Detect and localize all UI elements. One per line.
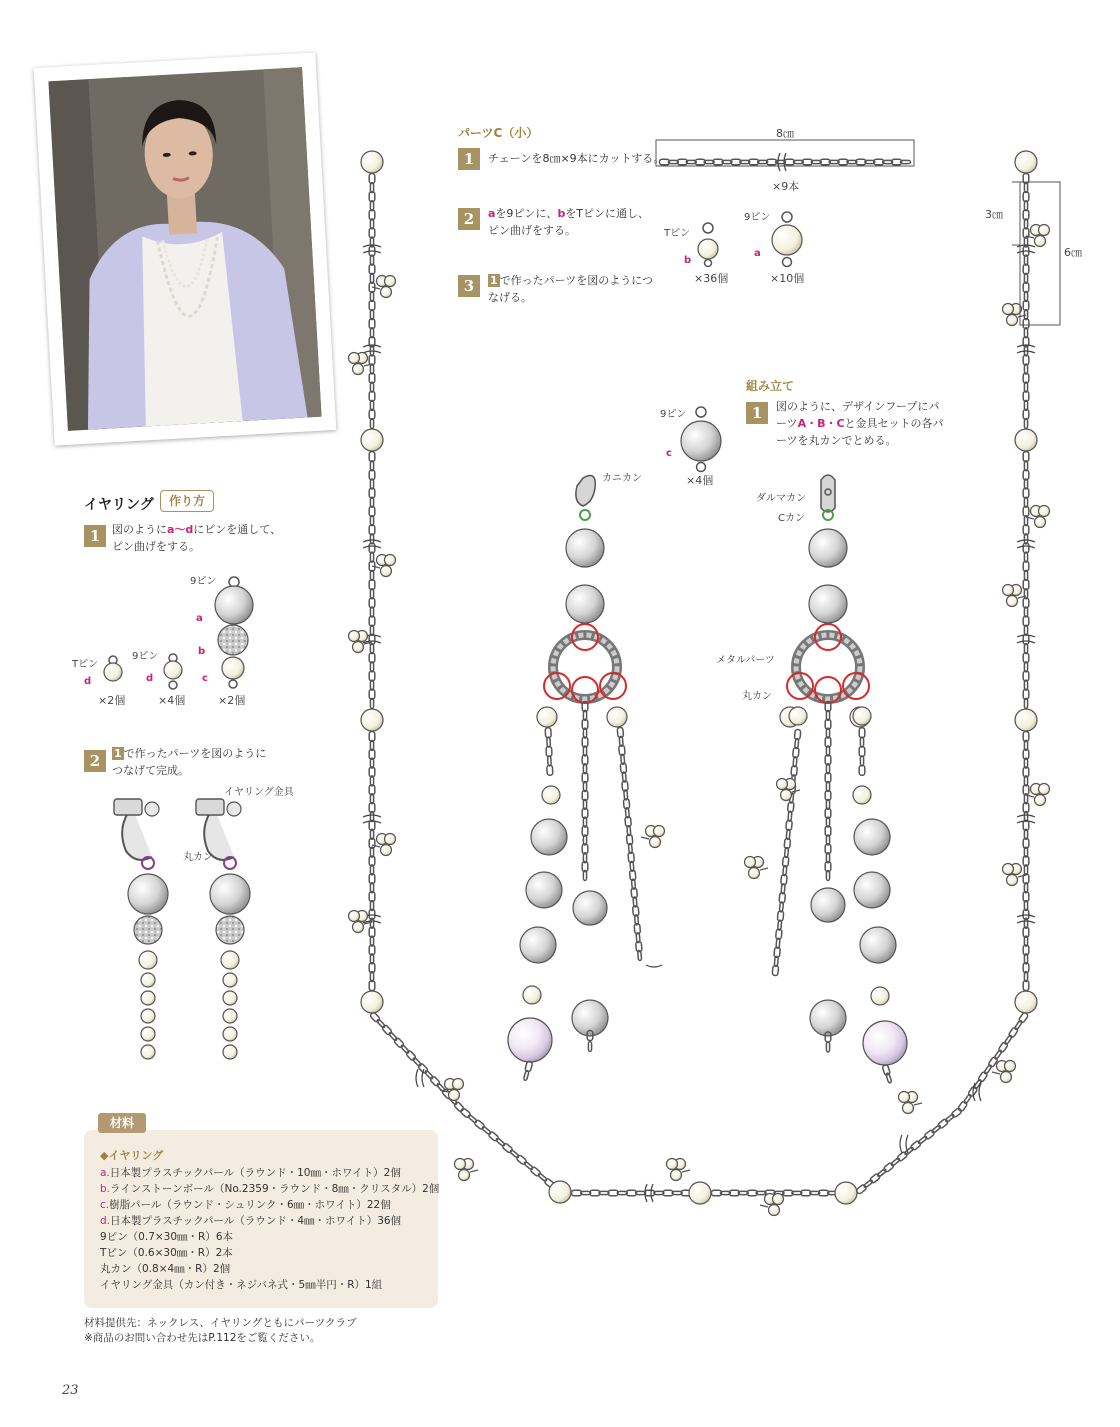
chain-break-mark xyxy=(1017,641,1035,643)
pearl-bead xyxy=(854,872,890,908)
necklace-chain xyxy=(910,1140,921,1151)
jump-ring xyxy=(696,407,706,417)
necklace-chain xyxy=(937,1118,948,1129)
pearl-bead xyxy=(361,429,383,451)
necklace-chain xyxy=(891,1158,901,1167)
pearl-bead xyxy=(1007,875,1018,886)
jump-ring xyxy=(169,681,177,689)
assembly-9pin-label: 9ピン xyxy=(660,409,687,420)
pearl-bead xyxy=(210,874,250,914)
chain-break-mark xyxy=(363,546,381,548)
lobster-clasp-label: カニカン xyxy=(602,473,642,484)
pearl-bead xyxy=(104,663,122,681)
pearl-bead xyxy=(860,927,896,963)
parts-c-tpin-label: Tピン xyxy=(664,228,691,239)
materials-item: 丸カン（0.8×4㎜・R）2個 xyxy=(100,1263,231,1275)
pearl-bead xyxy=(1039,784,1050,795)
parts-c-b-label: b xyxy=(684,255,692,266)
parts-c-step2-text: aを9ピンに、bをTピンに通し、ピン曲げをする。 xyxy=(488,207,650,237)
pearl-bead xyxy=(654,826,665,837)
pearl-bead xyxy=(139,951,157,969)
earring-chain xyxy=(859,747,865,757)
necklace-chain xyxy=(931,1125,941,1134)
earring-screw xyxy=(114,799,142,815)
jump-ring xyxy=(783,258,792,267)
pearl-bead xyxy=(769,1205,780,1216)
pearl-bead xyxy=(381,287,392,298)
pearl-bead xyxy=(1001,1072,1012,1083)
necklace-chain xyxy=(406,1050,417,1061)
earring-a-label: a xyxy=(196,613,203,624)
earring-pad xyxy=(227,802,241,816)
jump-ring xyxy=(229,680,237,688)
earring-chain xyxy=(826,1042,829,1052)
earring-title: イヤリング xyxy=(84,497,154,513)
necklace-chain xyxy=(904,1147,914,1156)
materials-item: b.ラインストーンボール（No.2359・ラウンド・8㎜・クリスタル）2個 xyxy=(100,1183,440,1195)
pearl-bead xyxy=(809,585,847,623)
earring-pad xyxy=(145,802,159,816)
earring-d-label-2: d xyxy=(146,673,154,684)
pearl-bead xyxy=(223,973,237,987)
pearl-bead xyxy=(459,1170,470,1181)
pearl-bead xyxy=(353,364,364,375)
pearl-bead xyxy=(607,707,627,727)
pearl-bead xyxy=(903,1103,914,1114)
pearl-bead xyxy=(1003,864,1014,875)
rhinestone-ball xyxy=(218,625,248,655)
chain-break-mark xyxy=(1017,921,1035,923)
materials-credit: 材料提供先：ネックレス、イヤリングともにパーツクラブ xyxy=(84,1317,357,1329)
pearl-bead xyxy=(1015,429,1037,451)
earring-chain xyxy=(547,737,551,747)
materials-item: a.日本製プラスチックパール（ラウンド・10㎜・ホワイト）2個 xyxy=(100,1167,401,1179)
earring-chain xyxy=(860,756,863,766)
assembly-step1-text: 図のように、デザインフープにパーツA・B・Cと金具セットの各パーツを丸カンでとめる。 xyxy=(776,400,944,447)
pearl-bead xyxy=(141,1045,155,1059)
pearl-bead xyxy=(1015,151,1037,173)
earring-9pin-top-label: 9ピン xyxy=(190,576,217,587)
necklace-chain xyxy=(474,1119,485,1130)
earring-jumpring-label: 丸カン xyxy=(183,852,213,863)
earring-count-x2-left: ×2個 xyxy=(98,694,126,707)
earring-step1-number: 1 xyxy=(84,525,106,547)
pearl-bead xyxy=(381,845,392,856)
pearl-bead xyxy=(1003,304,1014,315)
pearl-bead xyxy=(689,1182,711,1204)
earring-d-label: d xyxy=(84,676,92,687)
assembly-count4: ×4個 xyxy=(686,474,714,487)
necklace-chain xyxy=(918,1136,928,1145)
chain-break-mark xyxy=(1017,546,1035,548)
pearl-bead xyxy=(1039,506,1050,517)
pearl-bead xyxy=(745,857,756,868)
earring-chain xyxy=(546,746,552,756)
pearl-bead xyxy=(1035,795,1046,806)
jump-ring xyxy=(580,510,590,520)
necklace-chain xyxy=(502,1143,513,1154)
pearl-bead xyxy=(1035,236,1046,247)
chain-break-mark xyxy=(646,965,662,967)
pearl-bead xyxy=(1035,517,1046,528)
chain-break-mark xyxy=(778,153,780,171)
materials-heading: ◆イヤリング xyxy=(100,1149,164,1162)
parts-c-step3-text: 1 で作ったパーツを図のようにつなげる。 xyxy=(488,274,653,304)
pearl-bead xyxy=(361,709,383,731)
necklace-chain xyxy=(376,1019,385,1028)
pearl-bead xyxy=(835,1182,857,1204)
pearl-bead xyxy=(566,585,604,623)
earring-chain xyxy=(548,756,552,766)
materials-item: 9ピン（0.7×30㎜・R）6本 xyxy=(100,1231,234,1243)
daruma-clasp xyxy=(821,475,835,512)
parts-c-a-label: a xyxy=(754,248,761,259)
parts-c-count36: ×36個 xyxy=(694,272,729,285)
pearl-bead xyxy=(871,987,889,1005)
earring-step2-text: 1 で作ったパーツを図のようにつなげて完成。 xyxy=(112,747,267,777)
daruma-clasp-label: ダルマカン xyxy=(756,493,806,504)
cluster-pin xyxy=(760,1205,768,1207)
pearl-bead xyxy=(681,421,721,461)
necklace-chain xyxy=(516,1154,527,1165)
jump-ring xyxy=(705,260,712,267)
necklace-chain xyxy=(370,1012,381,1023)
pearl-bead xyxy=(164,661,182,679)
necklace-chain xyxy=(951,1107,962,1118)
pearl-bead xyxy=(221,951,239,969)
earring-step1-text: 図のようにa～dにピンを通して、ピン曲げをする。 xyxy=(112,523,282,553)
pearl-bead xyxy=(1005,1061,1016,1072)
cluster-pin xyxy=(470,1170,478,1172)
necklace-chain xyxy=(400,1044,409,1053)
parts-c-step3-number: 3 xyxy=(458,275,480,297)
materials-item: Tピン（0.6×30㎜・R）2本 xyxy=(100,1247,233,1259)
pearl-bead xyxy=(453,1079,464,1090)
pearl-bead xyxy=(853,786,871,804)
necklace-chain xyxy=(460,1108,471,1119)
necklace-chain xyxy=(1018,1012,1028,1023)
materials-item: イヤリング金具（カン付き・ネジバネ式・5㎜半円・R）1組 xyxy=(100,1279,383,1291)
pearl-bead xyxy=(811,888,845,922)
pearl-bead xyxy=(223,1009,237,1023)
chain-break-mark xyxy=(651,1184,653,1202)
earring-chain xyxy=(886,1073,892,1083)
pearl-bead xyxy=(223,991,237,1005)
jump-ring xyxy=(697,463,706,472)
pearl-bead xyxy=(749,868,760,879)
cluster-pin xyxy=(682,1170,690,1172)
materials-item: c.樹脂パール（ラウンド・シュリンク・6㎜・ホワイト）22個 xyxy=(100,1199,391,1211)
dimension-bracket xyxy=(1020,182,1060,325)
chain-break-mark xyxy=(1017,815,1035,817)
earring-chain xyxy=(588,1042,591,1052)
pearl-bead xyxy=(385,276,396,287)
cluster-pin xyxy=(641,837,649,839)
pearl-bead xyxy=(222,657,244,679)
earring-count-x2-right: ×2個 xyxy=(218,694,246,707)
pearl-bead xyxy=(531,819,567,855)
chain-break-mark xyxy=(1017,540,1035,542)
earring-chain xyxy=(523,1070,529,1080)
pearl-bead xyxy=(1007,596,1018,607)
earring-step2-number: 2 xyxy=(84,750,106,772)
pearl-bead xyxy=(520,927,556,963)
parts-c-step1-text: チェーンを8㎝×9本にカットする。 xyxy=(488,152,665,165)
pearl-bead xyxy=(1007,315,1018,326)
parts-c-count10: ×10個 xyxy=(770,272,805,285)
pearl-bead xyxy=(671,1170,682,1181)
materials-tab: 材料 xyxy=(98,1113,146,1133)
parts-c-title: パーツC（小） xyxy=(458,126,539,140)
earring-chain xyxy=(859,765,865,775)
pearl-bead xyxy=(566,529,604,567)
necklace-chain xyxy=(877,1168,887,1177)
earring-9pin-small-label: 9ピン xyxy=(132,651,159,662)
pearl-bead xyxy=(542,786,560,804)
necklace-chain xyxy=(412,1057,421,1066)
pearl-bead xyxy=(381,566,392,577)
necklace-chain xyxy=(382,1024,393,1035)
pearl-bead xyxy=(809,529,847,567)
pearl-bead xyxy=(361,151,383,173)
earring-b-label: b xyxy=(198,646,206,657)
dimension-6cm: 6㎝ xyxy=(1064,246,1082,259)
dimension-3cm: 3㎝ xyxy=(985,208,1003,221)
pearl-bead xyxy=(1003,585,1014,596)
pearl-bead xyxy=(223,1027,237,1041)
howto-badge: 作り方 xyxy=(160,490,214,512)
assembly-step1-number: 1 xyxy=(746,402,768,424)
pearl-bead xyxy=(141,973,155,987)
metal-parts-label: メタルパーツ xyxy=(716,655,775,666)
pearl-bead xyxy=(349,631,360,642)
pearl-bead xyxy=(455,1159,466,1170)
necklace-chain xyxy=(863,1179,873,1188)
pearl-bead xyxy=(141,1009,155,1023)
pearl-bead xyxy=(698,239,718,259)
pearl-bead xyxy=(667,1159,678,1170)
chain-break-mark xyxy=(363,351,381,353)
pearl-bead xyxy=(899,1092,910,1103)
assembly-title: 組み立て xyxy=(746,379,795,393)
pearl-bead xyxy=(1039,225,1050,236)
pearl-bead xyxy=(777,779,788,790)
necklace-chain xyxy=(394,1037,405,1048)
chain-length-label: 8㎝ xyxy=(776,127,794,140)
rhinestone-ball xyxy=(134,916,162,944)
necklace-chain xyxy=(883,1162,894,1173)
necklace-chain xyxy=(530,1166,541,1177)
pearl-bead xyxy=(141,1027,155,1041)
chain-break-mark xyxy=(363,251,381,253)
pearl-bead xyxy=(789,707,807,725)
pearl-bead xyxy=(353,642,364,653)
pearl-bead xyxy=(353,922,364,933)
chain-break-mark xyxy=(1017,351,1035,353)
pearl-bead xyxy=(650,837,661,848)
jump-ring-label: 丸カン xyxy=(742,691,772,702)
necklace-chain xyxy=(430,1076,441,1087)
cluster-pin xyxy=(372,566,380,568)
jump-ring xyxy=(703,223,713,233)
pearl-bead xyxy=(349,353,360,364)
lobster-clasp xyxy=(576,476,595,506)
pearl-bead xyxy=(385,834,396,845)
parts-c-step1-number: 1 xyxy=(458,148,480,170)
earring-screw xyxy=(196,799,224,815)
pearl-bead xyxy=(141,991,155,1005)
necklace-chain xyxy=(924,1129,935,1140)
pearl-bead xyxy=(781,790,792,801)
jump-ring xyxy=(782,212,792,222)
chain-break-mark xyxy=(1017,915,1035,917)
necklace-chain xyxy=(945,1114,955,1123)
necklace-chain xyxy=(424,1070,433,1079)
necklace-chain xyxy=(856,1184,867,1195)
materials-note: ※商品のお問い合わせ先はP.112をご覧ください。 xyxy=(84,1332,321,1344)
earring-chain xyxy=(547,765,553,775)
c-ring-label: Cカン xyxy=(778,513,805,524)
pearl-bead xyxy=(773,1194,784,1205)
materials-item: d.日本製プラスチックパール（ラウンド・4㎜・ホワイト）36個 xyxy=(100,1215,402,1227)
parts-c-step2-number: 2 xyxy=(458,208,480,230)
earring-tpin-label: Tピン xyxy=(72,659,99,670)
assembly-c-label: c xyxy=(666,448,672,459)
pearl-bead xyxy=(223,1045,237,1059)
necklace-chain xyxy=(454,1101,465,1112)
chain-break-mark xyxy=(416,1069,418,1087)
pearl-bead xyxy=(361,991,383,1013)
earring-fitting-label: イヤリング金具 xyxy=(224,787,294,798)
earring-chain xyxy=(545,728,551,738)
earring-count-x4: ×4個 xyxy=(158,694,186,707)
cluster-pin xyxy=(992,1072,1000,1074)
pearl-bead xyxy=(810,1000,846,1036)
necklace-chain xyxy=(869,1173,880,1184)
pearl-bead xyxy=(1015,991,1037,1013)
pearl-bead xyxy=(215,586,253,624)
pearl-bead xyxy=(128,874,168,914)
cluster-pin xyxy=(792,790,800,792)
pearl-bead xyxy=(526,872,562,908)
earring-chain xyxy=(859,728,865,738)
pearl-bead xyxy=(1015,709,1037,731)
pearl-bead xyxy=(537,707,557,727)
earring-chain xyxy=(860,737,863,747)
chain-count-label: ×9本 xyxy=(772,180,800,193)
cluster-pin xyxy=(372,287,380,289)
pearl-bead xyxy=(854,819,890,855)
earring-c-label: c xyxy=(202,673,208,684)
rhinestone-ball xyxy=(216,916,244,944)
chain-break-mark xyxy=(900,1135,902,1153)
necklace-chain xyxy=(388,1032,397,1041)
necklace-chain xyxy=(488,1131,499,1142)
page-number: 23 xyxy=(62,1383,79,1398)
pearl-bead xyxy=(853,707,871,725)
pearl-bead xyxy=(449,1090,460,1101)
cluster-pin xyxy=(760,868,768,870)
chain-break-mark xyxy=(363,540,381,542)
pearl-bead xyxy=(523,986,541,1004)
pearl-bead xyxy=(508,1018,552,1062)
parts-c-9pin-label: 9ピン xyxy=(744,212,771,223)
chain-break-mark xyxy=(363,815,381,817)
cluster-pin xyxy=(914,1103,922,1105)
cluster-pin xyxy=(1018,875,1026,877)
pearl-bead xyxy=(573,891,607,925)
pearl-bead xyxy=(385,555,396,566)
pearl-bead xyxy=(863,1021,907,1065)
pearl-bead xyxy=(349,911,360,922)
pearl-bead xyxy=(549,1181,571,1203)
pearl-bead xyxy=(772,225,802,255)
